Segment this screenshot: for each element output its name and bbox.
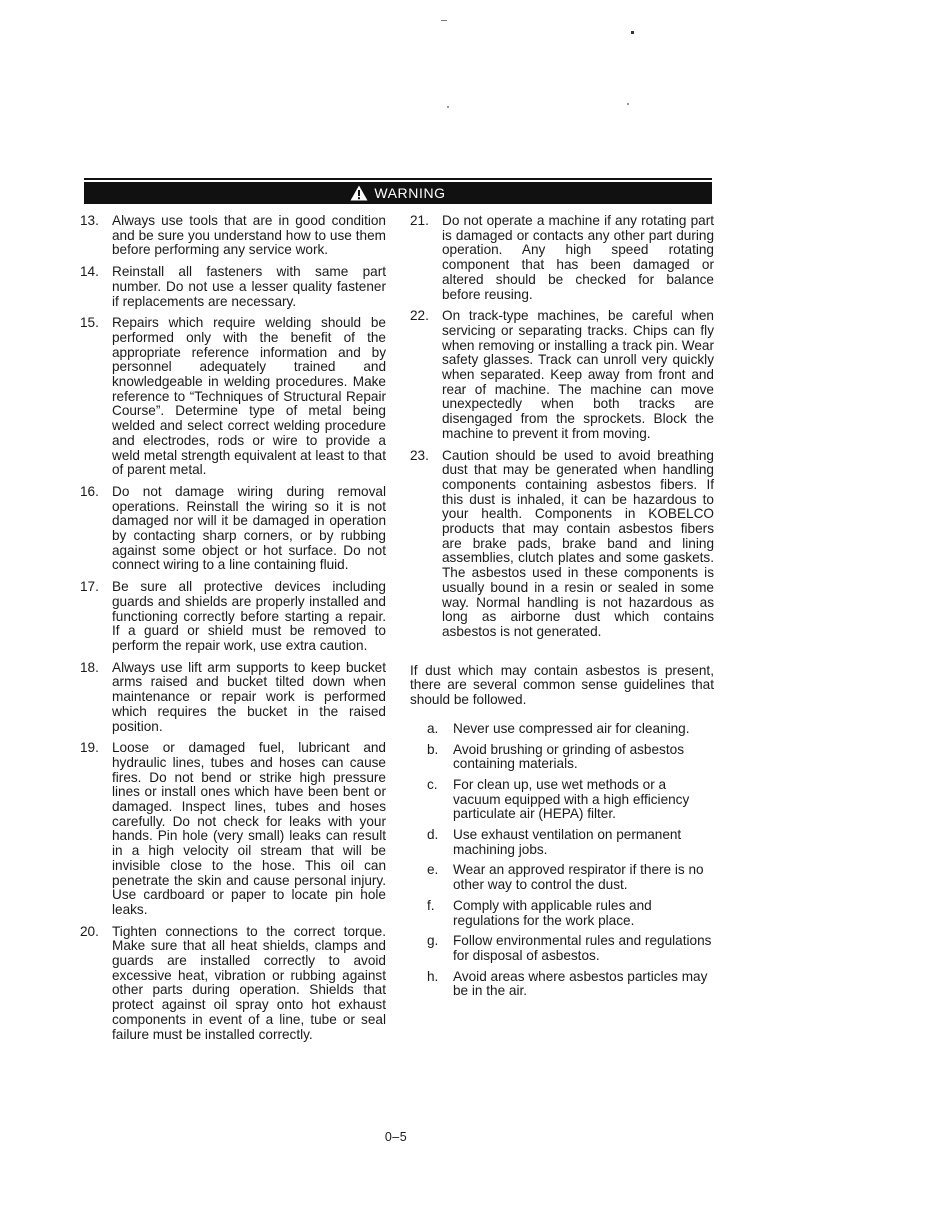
item-number: 13.: [80, 213, 99, 228]
guideline-text: For clean up, use wet methods or a vacuum equipped with a high efficiency particulate air (HEPA) filter.: [453, 776, 690, 822]
item-text: Repairs which require welding should be performed only with the benefit of the appropriate reference information and by personnel adequately trained and knowledgeable in welding procedures. Make reference to “Techniques of Structural Repair Course”. Determine type of metal being welded and select correct welding procedure and electrodes, rods or wire to provide a weld metal strength equivalent at least to that of parent metal.: [112, 315, 386, 478]
list-item: [410, 309, 714, 441]
list-item: [80, 741, 386, 917]
guideline-letter: b.: [427, 741, 439, 757]
item-text: Do not damage wiring during removal operations. Reinstall the wiring so it is not damaged nor will it be damaged in operation by contacting sharp corners, or by rubbing against some object or hot surface. Do not connect wiring to a line containing fluid.: [112, 483, 386, 573]
guideline-letter: f.: [427, 897, 435, 913]
item-text: Tighten connections to the correct torque. Make sure that all heat shields, clamps and guards are installed correctly to avoid excessive heat, vibration or rubbing against other parts during operation. Shields that protect against oil spray onto hot exhaust components in event of a line, tube or seal failure must be installed correctly.: [112, 923, 386, 1042]
guideline-letter: d.: [427, 827, 439, 843]
item-number: 22.: [410, 308, 429, 324]
item-text: Caution should be used to avoid breathing dust that may be generated when handling components containing asbestos fibers. If this dust is inhaled, it can be hazardous to your health. Components in KOBELCO products that may contain asbestos fibers are brake pads, brake band and lining assemblies, clutch plates and some gaskets. The asbestos used in these components is usually bound in a resin or sealed in some way. Normal handling is not hazardous as long as airborne dust which contains asbestos is not generated.: [442, 447, 714, 639]
asbestos-intro: If dust which may contain asbestos is present, there are several common sense guidelines that should be followed.: [410, 662, 714, 708]
list-item: [410, 449, 714, 640]
guideline-letter: c.: [427, 776, 438, 792]
banner-top-rule: [84, 178, 712, 180]
guideline-letter: h.: [427, 968, 439, 984]
warning-banner: [84, 182, 712, 204]
item-number: 21.: [410, 213, 429, 228]
item-text: Loose or damaged fuel, lubricant and hydraulic lines, tubes and hoses can cause fires. Do not bend or strike high pressure lines or install ones which have been bent or damaged. Inspect lines, tubes and hoses carefully. Do not check for leaks with your hands. Pin hole (very small) leaks can result in a high velocity oil stream that will be invisible close to the hose. This oil can penetrate the skin and cause personal injury. Use cardboard or paper to locate pin hole leaks.: [112, 740, 386, 917]
item-text: Always use lift arm supports to keep bucket arms raised and bucket tilted down when maintenance or repair work is performed which requires the bucket in the raised position.: [112, 659, 386, 734]
scan-speck: [631, 31, 634, 34]
guideline-text: Avoid brushing or grinding of asbestos containing materials.: [453, 741, 684, 772]
guideline-text: Follow environmental rules and regulations for disposal of asbestos.: [453, 933, 712, 963]
item-number: 20.: [80, 923, 99, 939]
guideline-text: Avoid areas where asbestos particles may be in the air.: [453, 968, 708, 999]
scan-speck: [627, 103, 629, 105]
guideline-item: [427, 970, 714, 999]
guideline-letter: e.: [427, 862, 439, 878]
item-number: 16.: [80, 483, 99, 499]
list-item: [80, 925, 386, 1043]
list-item: [80, 661, 386, 735]
warning-triangle-icon: [350, 185, 368, 201]
list-item: [80, 580, 386, 654]
warning-title: WARNING: [374, 185, 446, 201]
item-text: Always use tools that are in good condition and be sure you understand how to use them before performing any service work.: [112, 213, 386, 258]
guideline-letter: g.: [427, 933, 439, 949]
scan-speck: [441, 20, 447, 21]
guideline-item: [427, 722, 714, 737]
item-number: 14.: [80, 264, 99, 280]
item-number: 17.: [80, 579, 99, 595]
list-item: [80, 265, 386, 309]
guideline-item: [427, 778, 714, 822]
item-text: Reinstall all fasteners with same part number. Do not use a lesser quality fastener if replacements are necessary.: [112, 264, 386, 309]
list-item: [80, 316, 386, 478]
guideline-item: [427, 899, 714, 928]
item-number: 19.: [80, 740, 99, 756]
guideline-text: Wear an approved respirator if there is no other way to control the dust.: [453, 862, 704, 893]
page-number: 0–5: [384, 1130, 408, 1144]
guideline-item: [427, 863, 714, 892]
item-number: 23.: [410, 447, 429, 463]
guideline-text: Use exhaust ventilation on permanent machining jobs.: [453, 827, 682, 857]
guideline-text: Never use compressed air for cleaning.: [453, 720, 690, 736]
item-text: Be sure all protective devices including guards and shields are properly installed and functioning correctly before starting a repair. If a guard or shield must be removed to perform the repair work, use extra caution.: [112, 579, 386, 653]
list-item: [410, 214, 714, 302]
item-number: 18.: [80, 659, 99, 675]
left-column: [80, 214, 386, 1049]
guideline-item: [427, 828, 714, 857]
item-text: Do not operate a machine if any rotating part is damaged or contacts any other part during operation. Any high speed rotating component that has been damaged or altered should be checked for balance before reusing.: [442, 213, 714, 302]
item-text: On track-type machines, be careful when servicing or separating tracks. Chips can fly when removing or installing a track pin. Wear safety glasses. Track can unroll very quickly when separated. Keep away from front and rear of machine. The machine can move unexpectedly when both tracks are disengaged from the sprockets. Block the machine to prevent it from moving.: [442, 308, 714, 441]
guideline-letter: a.: [427, 720, 439, 736]
list-item: [80, 214, 386, 258]
list-item: [80, 485, 386, 573]
right-column: [410, 214, 714, 1005]
guideline-item: [427, 934, 714, 963]
guideline-item: [427, 743, 714, 772]
item-number: 15.: [80, 315, 99, 331]
scan-speck: [447, 106, 449, 108]
guideline-text: Comply with applicable rules and regulations for the work place.: [453, 897, 652, 928]
